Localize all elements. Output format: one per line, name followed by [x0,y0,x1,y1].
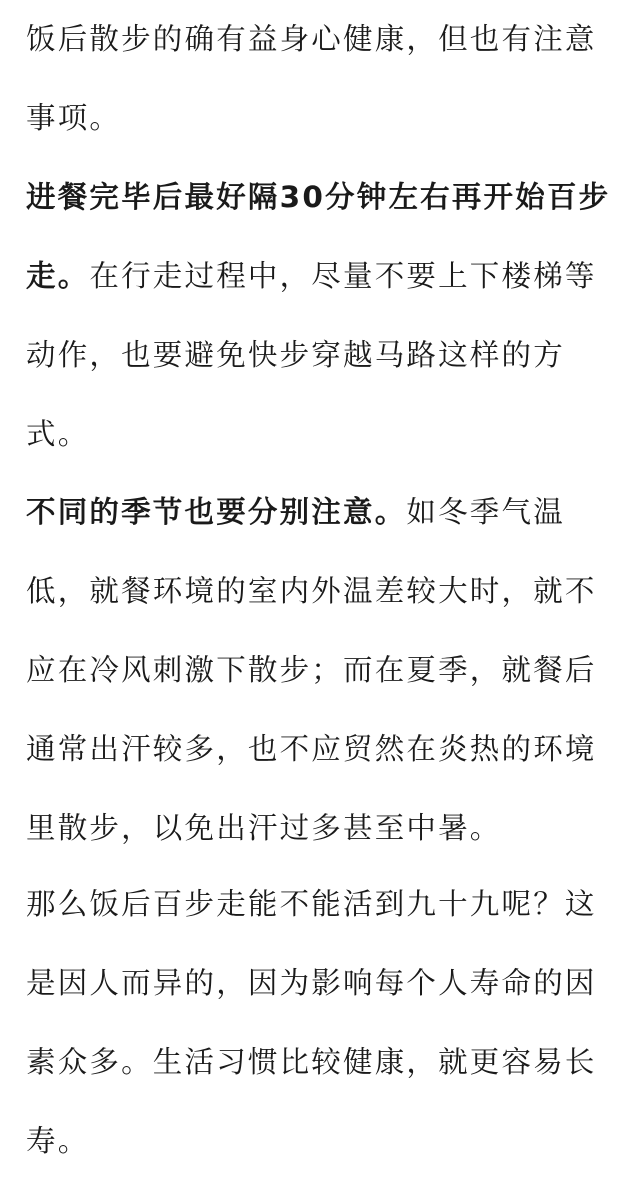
paragraph-intro-text: 饭后散步的确有益身心健康，但也有注意事项。 [26,22,597,135]
paragraph-timing-text: 在行走过程中，尽量不要上下楼梯等动作，也要避免快步穿越马路这样的方式。 [26,259,597,451]
paragraph-seasons [26,473,618,868]
paragraph-timing-lead: 进餐完毕后最好隔30分钟左右再开始百步走。 [26,180,611,293]
paragraph-seasons-lead: 不同的季节也要分别注意。 [26,495,407,529]
paragraph-conclusion [26,865,618,1181]
paragraph-seasons-text: 如冬季气温低，就餐环境的室内外温差较大时，就不应在冷风刺激下散步；而在夏季，就餐后通常出汗较多，也不应贸然在炎热的环境里散步，以免出汗过多甚至中暑。 [26,495,597,845]
paragraph-timing [26,158,618,474]
paragraph-intro [26,0,618,158]
paragraph-conclusion-text: 那么饭后百步走能不能活到九十九呢？这是因人而异的，因为影响每个人寿命的因素众多。生活习惯比较健康，就更容易长寿。 [26,887,597,1158]
